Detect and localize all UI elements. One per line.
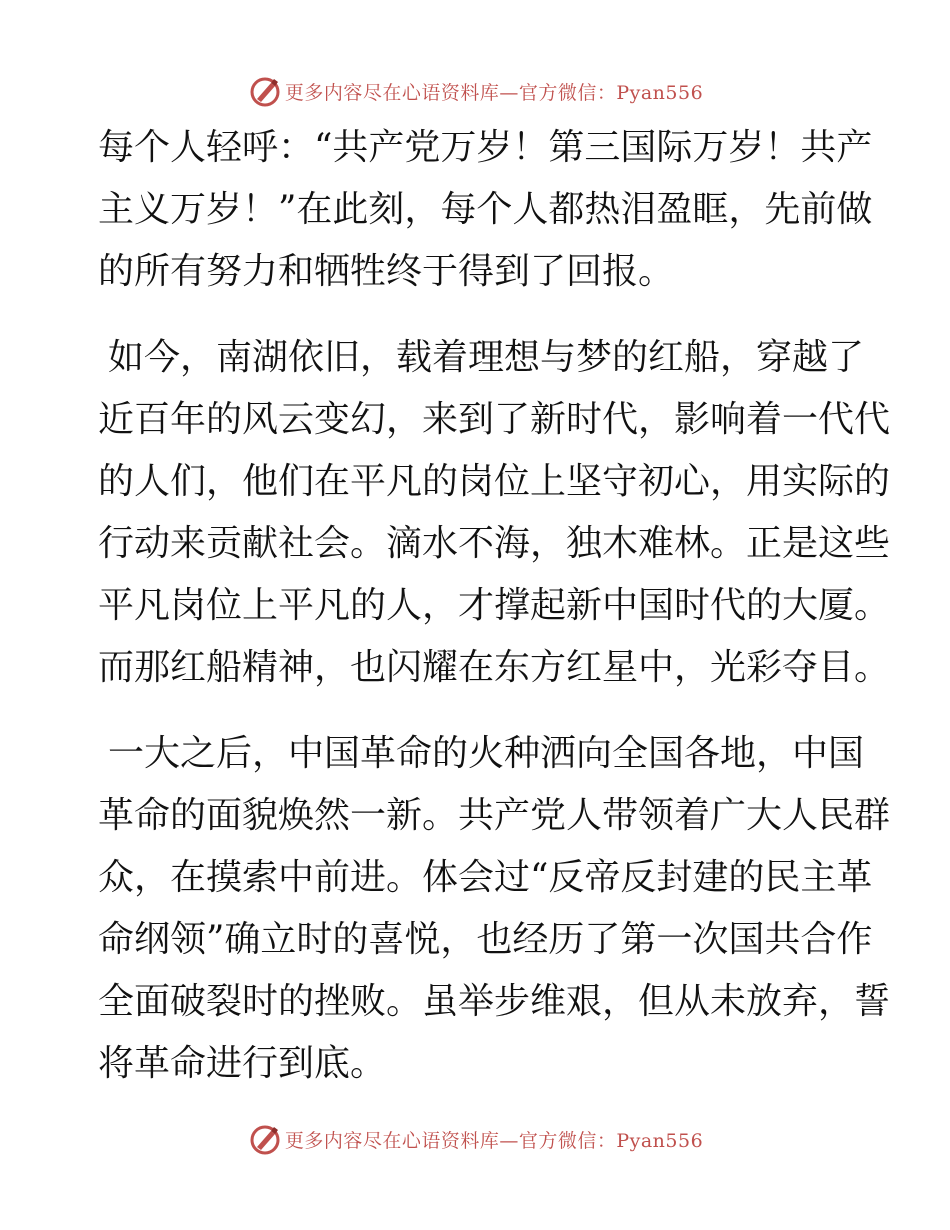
text-line: 近百年的风云变幻，来到了新时代，影响着一代代 — [98, 399, 891, 440]
paragraph — [0, 327, 950, 699]
paragraph — [0, 723, 950, 1095]
text-line: 将革命进行到底。 — [98, 1043, 387, 1084]
header-banner-text: 更多内容尽在心语资料库—官方微信：Pyan556 — [284, 81, 704, 104]
document-body — [0, 117, 950, 1119]
text-line: 每个人轻呼：“共产党万岁！第三国际万岁！共产 — [98, 127, 873, 168]
text-line: 平凡岗位上平凡的人，才撑起新中国时代的大厦。 — [98, 585, 891, 626]
text-line: 一大之后，中国革命的火种洒向全国各地，中国 — [108, 733, 865, 774]
footer-banner-text: 更多内容尽在心语资料库—官方微信：Pyan556 — [284, 1129, 704, 1152]
text-line: 如今，南湖依旧，载着理想与梦的红船，穿越了 — [108, 337, 865, 378]
text-line: 众，在摸索中前进。体会过“反帝反封建的民主革 — [98, 857, 873, 898]
text-line: 而那红船精神，也闪耀在东方红星中，光彩夺目。 — [98, 647, 891, 688]
text-line: 革命的面貌焕然一新。共产党人带领着广大人民群 — [98, 795, 891, 836]
text-line: 命纲领”确立时的喜悦，也经历了第一次国共合作 — [98, 919, 873, 960]
pen-circle-logo — [247, 1121, 283, 1157]
text-line: 的人们，他们在平凡的岗位上坚守初心，用实际的 — [98, 461, 891, 502]
header-banner — [0, 71, 950, 111]
footer-banner — [0, 1119, 950, 1159]
paragraph — [0, 117, 950, 303]
text-line: 主义万岁！”在此刻，每个人都热泪盈眶，先前做 — [98, 189, 873, 230]
text-line: 的所有努力和牺牲终于得到了回报。 — [98, 251, 675, 292]
text-line: 行动来贡献社会。滴水不海，独木难林。正是这些 — [98, 523, 891, 564]
pen-circle-logo — [247, 73, 283, 109]
text-line: 全面破裂时的挫败。虽举步维艰，但从未放弃，誓 — [98, 981, 891, 1022]
